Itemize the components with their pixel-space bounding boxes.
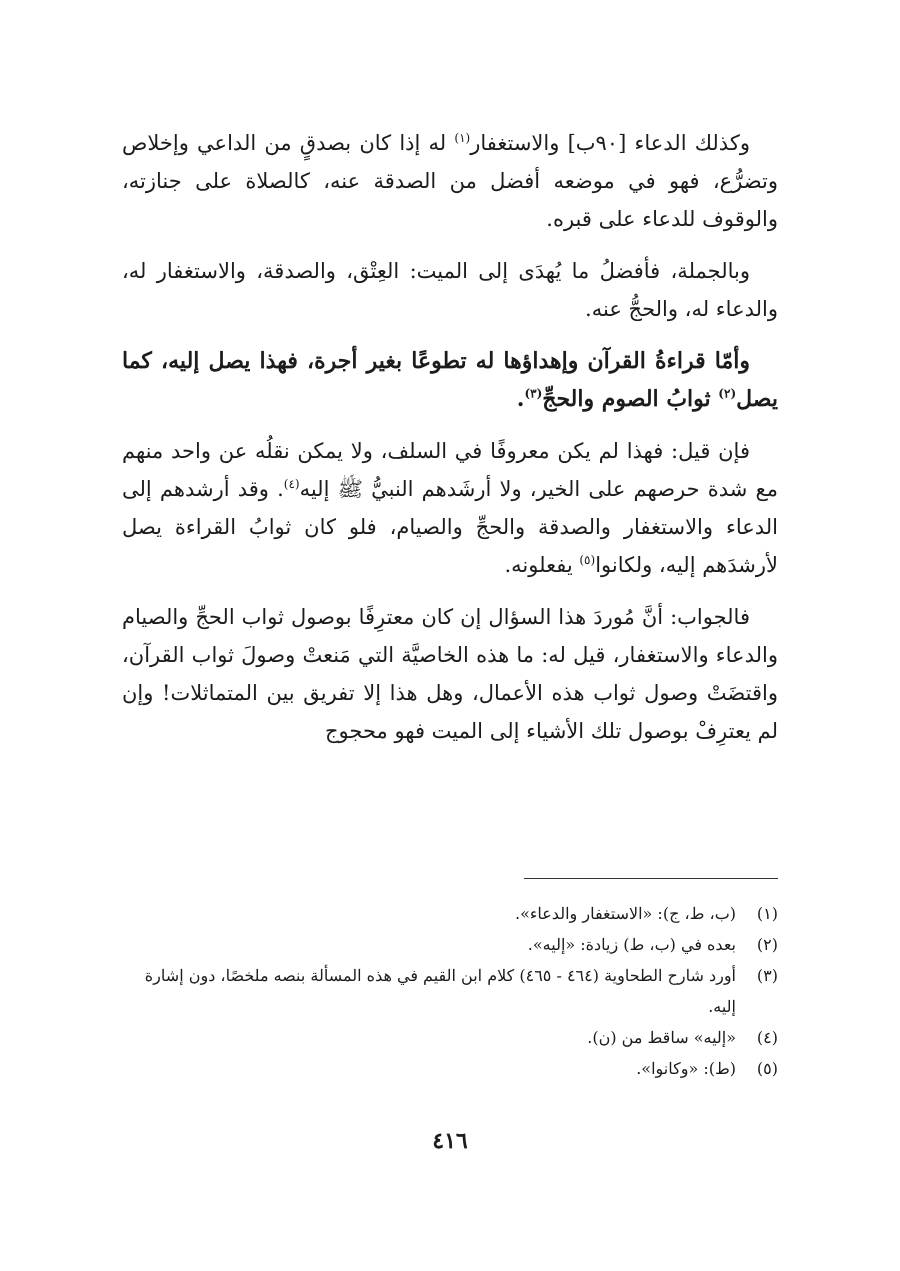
footnote-separator [524,878,778,879]
footnote-number: (٥) [756,1059,778,1078]
paragraph-text: له إذا كان بصدقٍ من الداعي وإخلاص وتضرُّع، فهو في موضعه أفضل من الصدقة عنه، كالصلاة على جنازته، والوقوف للدعاء على قبره. [122,131,778,231]
footnote-number: (٣) [756,966,778,985]
footnote [122,898,778,929]
footnote-marker: (٢) [718,386,737,401]
paragraph-text: وبالجملة، فأفضلُ ما يُهدَى إلى الميت: العِتْق، والصدقة، والاستغفار له، والدعاء له، والحجُّ عنه. [122,259,778,321]
footnote-text: «إليه» ساقط من (ن). [587,1028,736,1047]
footnote [122,960,778,1022]
footnote-number: (٤) [756,1028,778,1047]
paragraph-text: وأمّا قراءةُ القرآن وإهداؤها له تطوعًا بغير أجرة، فهذا يصل إليه، كما يصل [122,348,778,412]
paragraph-text: فإن قيل: فهذا لم يكن معروفًا في السلف، ولا يمكن نقلُه عن واحد منهم مع شدة حرصهم على الخير، ولا أرشَدهم النبيُّ ﷺ إليه [122,439,778,501]
footnote-marker: (٥) [579,553,596,567]
footnote-text: أورد شارح الطحاوية (٤٦٤ - ٤٦٥) كلام ابن القيم في هذه المسألة بنصه ملخصًا، دون إشارة إليه. [144,966,736,1016]
footnote-number: (١) [756,904,778,923]
paragraph-text: فالجواب: أنَّ مُوردَ هذا السؤال إن كان معترِفًا بوصول ثواب الحجِّ والصيام والدعاء والاستغفار، قيل له: ما هذه الخاصيَّة التي مَنعتْ وصولَ ثواب القرآن، واقتضَتْ وصول ثواب هذه الأعمال، وهل هذا إلا تفريق بين المتماثلات! وإن لم يعترِفْ بوصول تلك الأشياء إلى الميت فهو محجوج [122,605,778,743]
paragraph-text: ثوابُ الصوم والحجِّ [542,386,719,412]
paragraph [122,342,778,418]
footnote-marker: (٣) [524,386,543,401]
paragraph-text: وكذلك الدعاء [٩٠ب] والاستغفار [470,131,750,155]
footnote [122,1022,778,1053]
paragraph [122,252,778,328]
footnote-text: بعده في (ب، ط) زيادة: «إليه». [527,935,736,954]
footnote [122,1053,778,1084]
paragraph [122,598,778,750]
footnotes [122,898,778,1084]
main-text [122,124,778,764]
paragraph [122,432,778,584]
paragraph-text: . وقد أرشدهم إلى الدعاء والاستغفار والصدقة والحجِّ والصيام، فلو كان ثوابُ القراءة يصل لأرشدَهم إليه، ولكانوا [122,477,778,577]
footnote-marker: (٤) [283,477,300,491]
page-number: ٤١٦ [432,1128,468,1154]
footnote-number: (٢) [756,935,778,954]
footnote-text: (ب، ط، ج): «الاستغفار والدعاء». [514,904,736,923]
paragraph-text: . [516,386,525,412]
paragraph [122,124,778,238]
paragraph-text: يفعلونه. [504,553,580,577]
footnote-marker: (١) [454,131,471,145]
footnote [122,929,778,960]
footnote-text: (ط): «وكانوا». [636,1059,736,1078]
